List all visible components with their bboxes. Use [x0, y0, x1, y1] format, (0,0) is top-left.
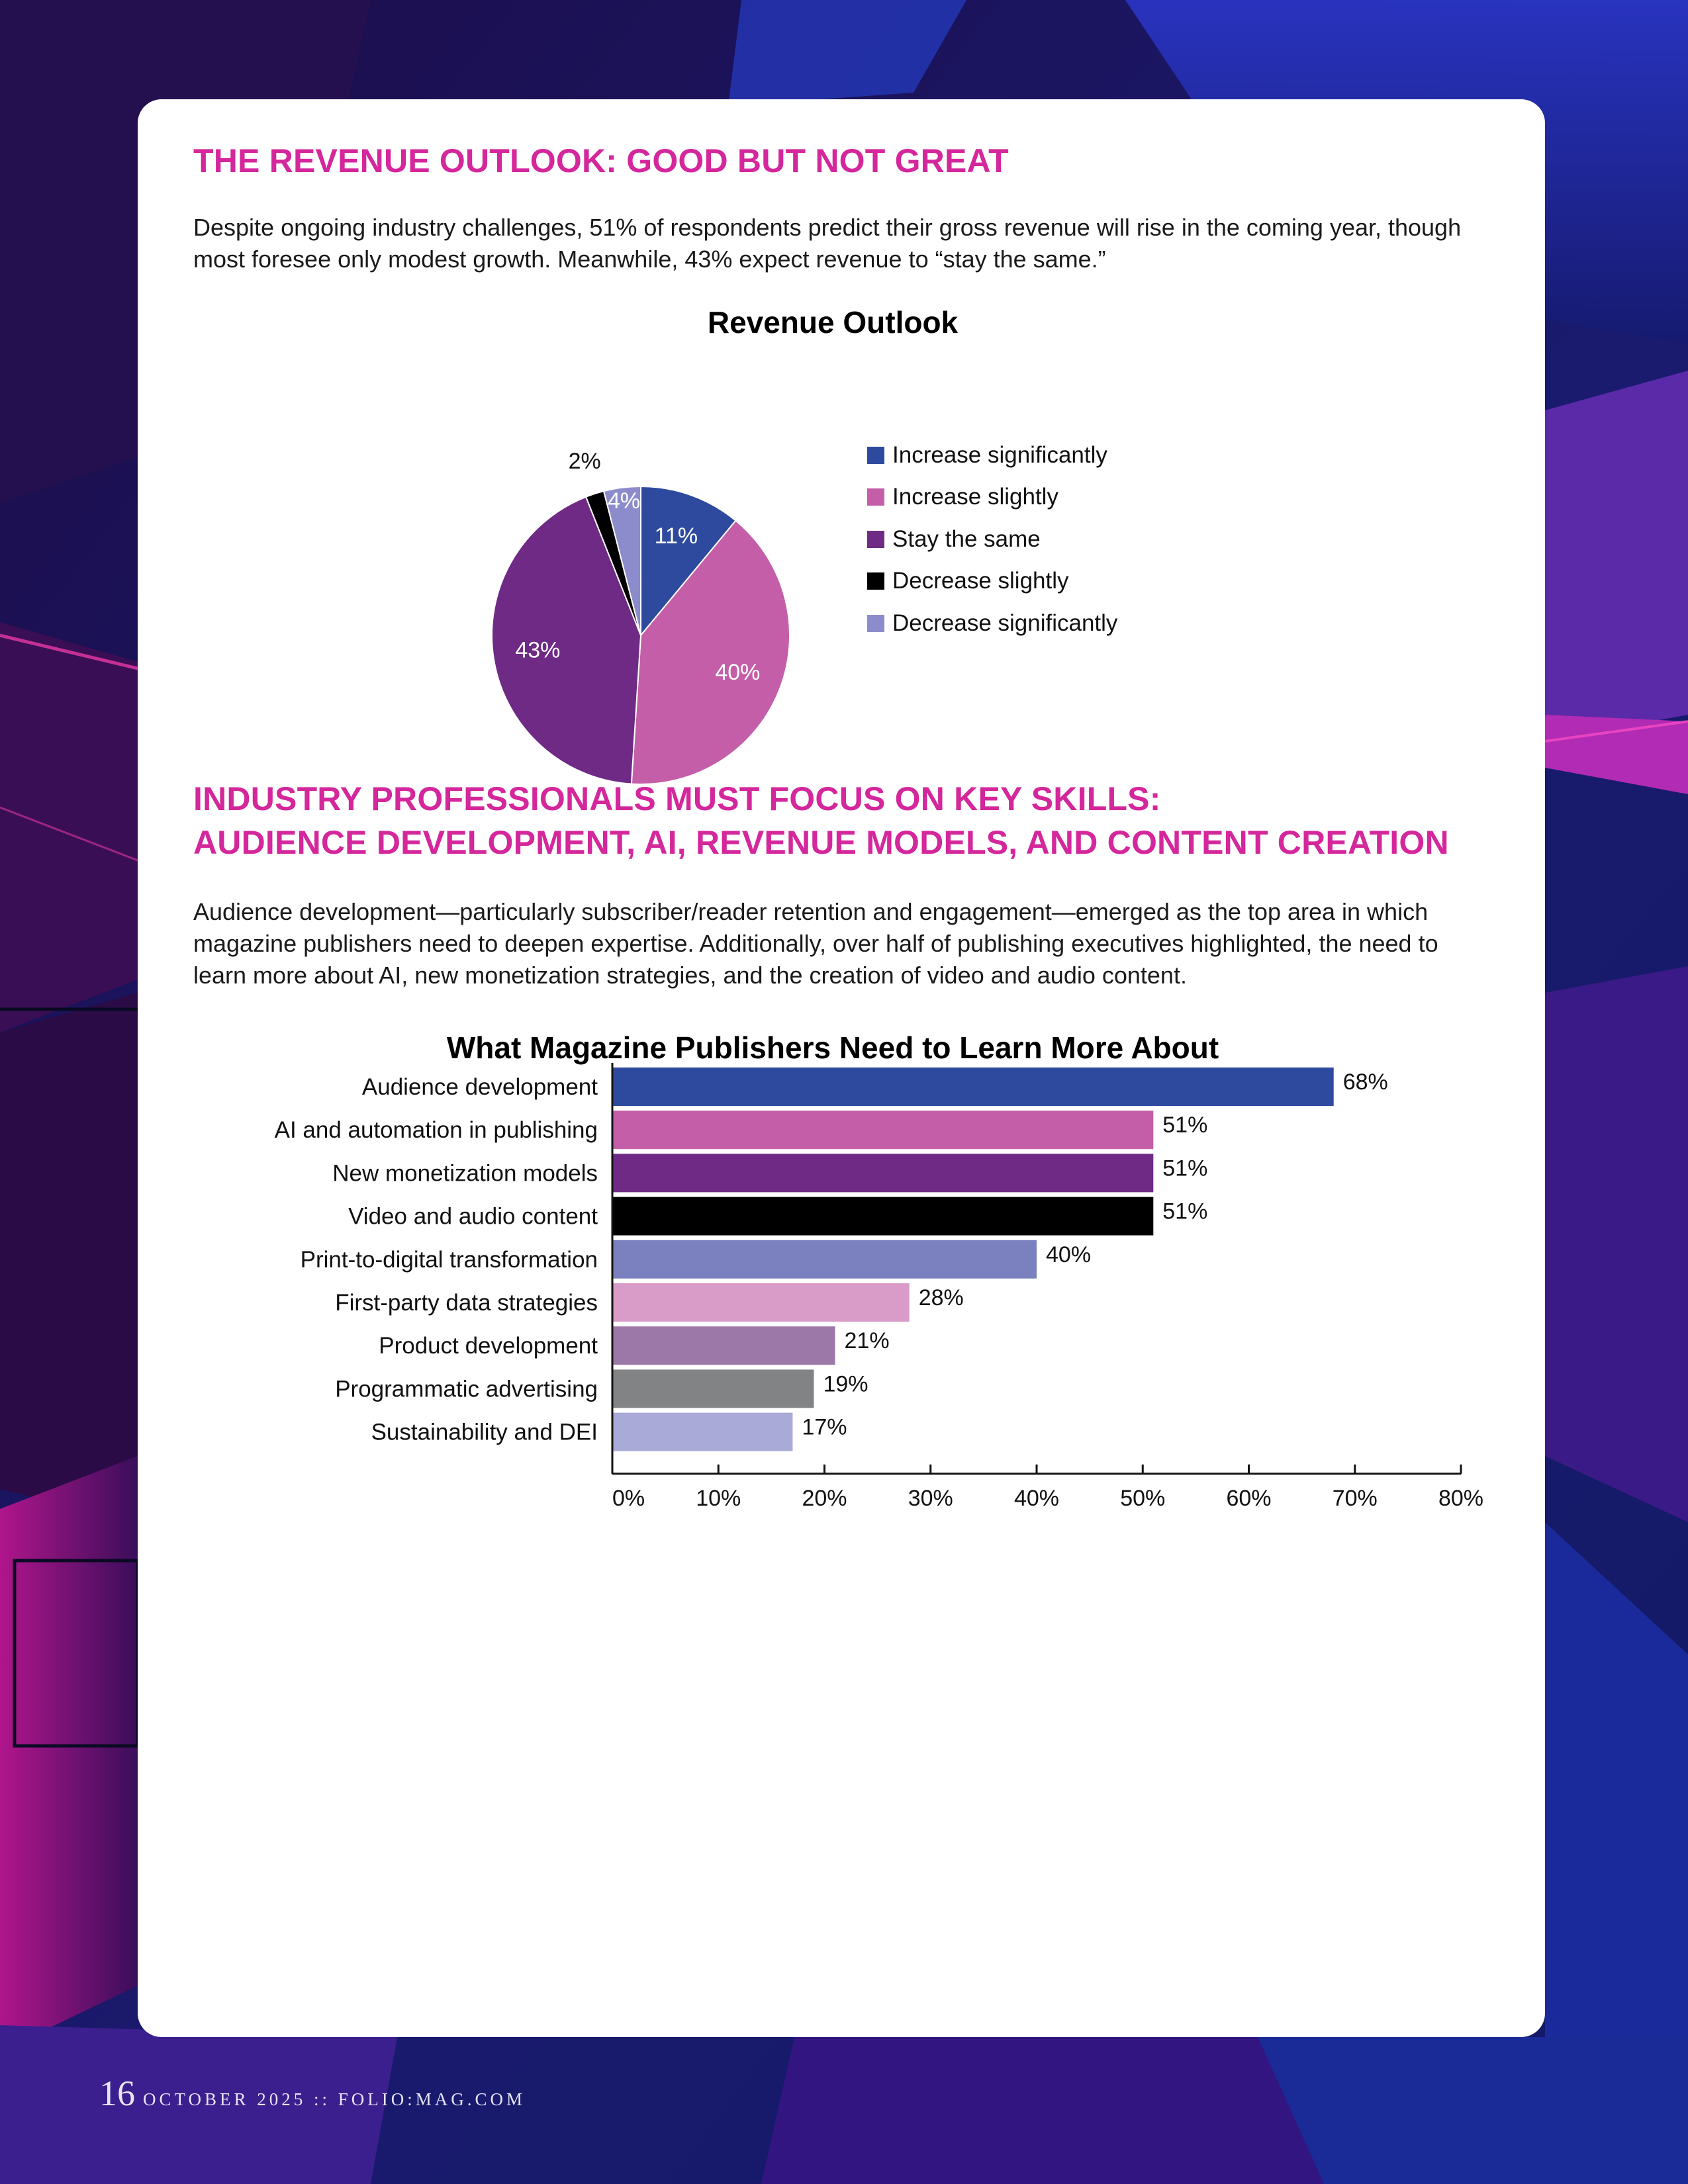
x-tick-label: 70% [1332, 1485, 1378, 1511]
bar-category-label: New monetization models [332, 1160, 598, 1187]
pie-value-label: 2% [568, 448, 601, 474]
section-heading-revenue: THE REVENUE OUTLOOK: GOOD BUT NOT GREAT [193, 142, 1009, 179]
legend-swatch [867, 572, 884, 590]
bar [612, 1369, 814, 1408]
bar-category-label: Programmatic advertising [335, 1376, 598, 1402]
bar-category-label: Video and audio content [348, 1203, 598, 1230]
legend-label: Decrease slightly [892, 568, 1069, 594]
page-number: 16 [99, 2073, 135, 2113]
x-tick-label: 0% [612, 1485, 645, 1511]
bar [612, 1197, 1153, 1236]
bar-value-label: 17% [802, 1414, 847, 1440]
bar-value-label: 40% [1046, 1242, 1092, 1267]
x-tick-label: 30% [908, 1485, 953, 1511]
pie-value-label: 11% [654, 523, 698, 549]
legend-label: Increase significantly [892, 441, 1107, 468]
x-tick-label: 40% [1013, 1485, 1060, 1511]
legend-swatch [867, 615, 884, 632]
bar-category-label: AI and automation in publishing [274, 1117, 598, 1144]
bar-chart-title: What Magazine Publishers Need to Learn More About [446, 1030, 1219, 1065]
bar-value-label: 28% [918, 1285, 964, 1310]
bar [612, 1111, 1153, 1149]
legend-swatch [867, 488, 884, 506]
section-heading-skills-line2: AUDIENCE DEVELOPMENT, AI, REVENUE MODELS, AND CONTENT CREATION [193, 824, 1449, 861]
x-tick-label: 80% [1438, 1485, 1484, 1511]
page-footer [99, 2073, 526, 2114]
x-tick-label: 20% [802, 1485, 847, 1511]
legend-swatch [867, 447, 884, 464]
pie-chart-title: Revenue Outlook [707, 305, 959, 340]
bar [612, 1413, 792, 1451]
bar [612, 1283, 910, 1322]
bar-category-label: Audience development [361, 1074, 598, 1100]
bar [612, 1326, 835, 1365]
pie-value-label: 4% [608, 488, 641, 514]
bar-value-label: 51% [1162, 1113, 1208, 1138]
legend-item-stay-the-same [867, 518, 1117, 561]
bar [612, 1068, 1334, 1106]
legend-item-increase-significantly [867, 434, 1117, 477]
section-body-skills: Audience development—particularly subscriber/reader retention and engagement—emerged as the top area in which magazine publishers need to deepen expertise. Additionally, over half of publishing executives highlighted, the need to learn more about AI, new monetization strategies, and the creation of video and audio content. [193, 898, 1438, 989]
legend-label: Increase slightly [892, 484, 1058, 510]
legend-label: Stay the same [892, 525, 1041, 552]
bar [612, 1154, 1153, 1192]
legend-item-increase-slightly [867, 477, 1117, 519]
section-body-revenue: Despite ongoing industry challenges, 51% of respondents predict their gross revenue will rise in the coming year, though most foresee only modest growth. Meanwhile, 43% expect revenue to “stay the same.” [193, 214, 1462, 273]
revenue-outlook-pie-chart [482, 351, 826, 807]
section-heading-skills-line1: INDUSTRY PROFESSIONALS MUST FOCUS ON KEY SKILLS: [193, 780, 1161, 817]
x-tick-label: 60% [1226, 1485, 1272, 1511]
bar-category-label: First-party data strategies [335, 1290, 598, 1316]
legend-item-decrease-significantly [867, 602, 1117, 645]
bar-value-label: 21% [844, 1328, 890, 1354]
learning-needs-bar-chart [138, 1066, 1545, 1511]
legend-item-decrease-slightly [867, 561, 1117, 603]
bar-value-label: 51% [1162, 1199, 1208, 1224]
bar-value-label: 68% [1342, 1069, 1388, 1095]
pie-value-label: 40% [715, 659, 761, 685]
x-tick-label: 50% [1120, 1485, 1166, 1511]
pie-value-label: 43% [515, 637, 561, 663]
bar-category-label: Print-to-digital transformation [300, 1246, 598, 1273]
issue-label: OCTOBER 2025 :: FOLIO:MAG.COM [143, 2089, 526, 2109]
legend-label: Decrease significantly [892, 610, 1118, 636]
bar [612, 1240, 1037, 1279]
bar-value-label: 19% [823, 1371, 868, 1397]
legend-swatch [867, 531, 884, 548]
pie-legend [867, 434, 1117, 645]
content-card [138, 99, 1545, 2037]
bar-value-label: 51% [1162, 1156, 1208, 1181]
x-tick-label: 10% [696, 1485, 741, 1511]
bar-category-label: Product development [379, 1333, 598, 1359]
bar-category-label: Sustainability and DEI [371, 1419, 598, 1445]
